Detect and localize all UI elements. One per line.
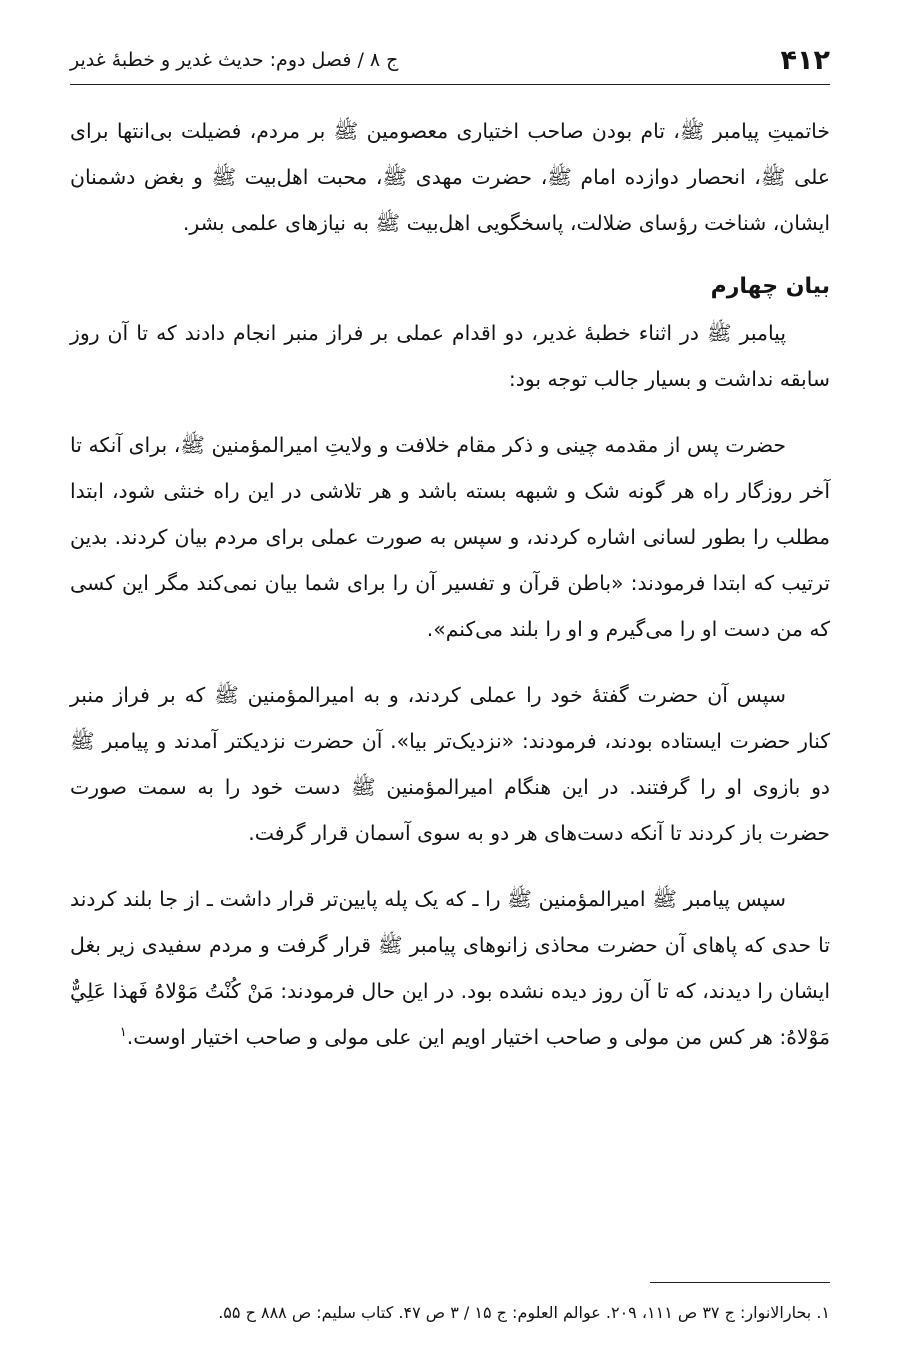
footnote-divider — [650, 1282, 830, 1283]
header-divider — [70, 84, 830, 85]
footnote: ۱. بحارالانوار: ج ۳۷ ص ۱۱۱، ۲۰۹. عوالم العلوم: ج ۱۵ / ۳ ص ۴۷. کتاب سلیم: ص ۸۸۸ ح ۵۵. — [218, 1303, 830, 1322]
footnote-reference[interactable]: ۱ — [119, 1025, 127, 1041]
paragraph-5-text: سپس پیامبر ﷺ امیرالمؤمنین ﷺ را ـ که یک پله پایین‌تر قرار داشت ـ از جا بلند کردند تا حدی که پاهای آن حضرت محاذی زانوهای پیامبر ﷺ قرار گرفت و مردم سفیدی زیر بغل ایشان را دیدند، که تا آن روز دیده نشده بود. در این حال فرمودند: مَنْ كُنْتُ مَوْلاهُ فَهذا عَلِيٌّ مَوْلاهُ: هر کس من مولی و صاحب اختیار اویم این علی مولی و صاحب اختیار اوست. — [70, 887, 830, 1049]
paragraph-5 — [70, 876, 830, 1060]
paragraph-3: حضرت پس از مقدمه چینی و ذکر مقام خلافت و ولایتِ امیرالمؤمنین ﷺ، برای آنکه تا آخر روزگار راه هر گونه شک و شبهه بسته باشد و هر تلاشی در این راه خنثی شود، ابتدا مطلب را بطور لسانی اشاره کردند، و سپس به صورت عملی برای مردم بیان کردند. بدین ترتیب که ابتدا فرمودند: «باطن قرآن و تفسیر آن را برای شما بیان نمی‌کند مگر این کسی که من دست او را می‌گیرم و او را بلند می‌کنم». — [70, 433, 830, 641]
running-title: ج ۸ / فصل دوم: حدیث غدیر و خطبهٔ غدیر — [70, 49, 399, 71]
page-number: ۴۱۲ — [780, 44, 830, 76]
main-text — [70, 108, 830, 1060]
paragraph-1: خاتمیتِ پیامبر ﷺ، تام بودن صاحب اختیاری معصومین ﷺ بر مردم، فضیلت بی‌انتها برای علی ﷺ، انحصار دوازده امام ﷺ، حضرت مهدی ﷺ، محبت اهل‌بیت ﷺ و بغض دشمنان ایشان، شناخت رؤسای ضلالت، پاسخگویی اهل‌بیت ﷺ به نیازهای علمی بشر. — [70, 119, 830, 235]
section-heading: بیان چهارم — [710, 274, 830, 299]
page-header — [70, 40, 830, 80]
paragraph-2: پیامبر ﷺ در اثناء خطبهٔ غدیر، دو اقدام عملی بر فراز منبر انجام دادند که تا آن روز سابقه نداشت و بسیار جالب توجه بود: — [70, 321, 830, 391]
paragraph-4: سپس آن حضرت گفتهٔ خود را عملی کردند، و به امیرالمؤمنین ﷺ که بر فراز منبر کنار حضرت ایستاده بودند، فرمودند: «نزدیک‌تر بیا». آن حضرت نزدیکتر آمدند و پیامبر ﷺ دو بازوی او را گرفتند. در این هنگام امیرالمؤمنین ﷺ دست خود را به سمت صورت حضرت باز کردند تا آنکه دست‌های هر دو به سوی آسمان قرار گرفت. — [70, 683, 830, 845]
